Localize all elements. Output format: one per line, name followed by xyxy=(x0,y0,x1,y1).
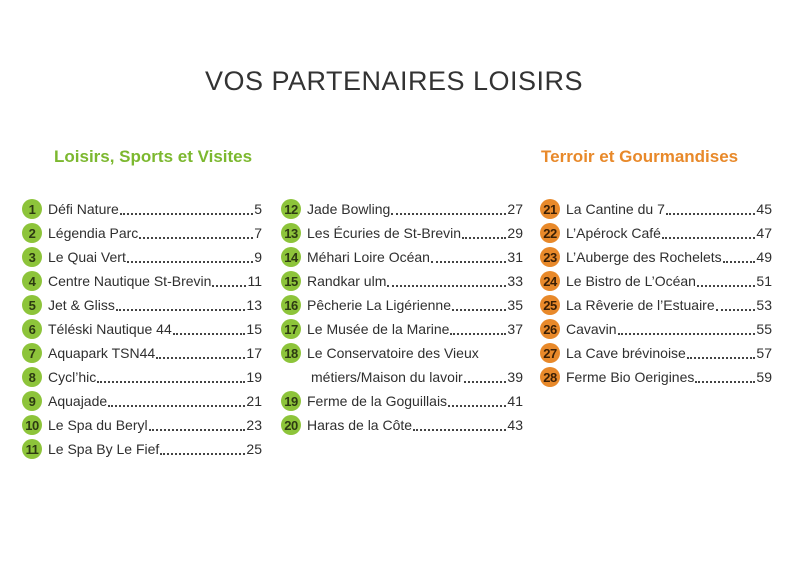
list-item xyxy=(22,269,262,293)
partner-name: Aquajade xyxy=(48,393,108,409)
partner-name: Centre Nautique St-Brevin xyxy=(48,273,212,289)
list-item xyxy=(281,269,523,293)
number-badge: 28 xyxy=(540,367,560,387)
partner-name: Légendia Parc xyxy=(48,225,139,241)
partner-name: Les Écuries de St-Brevin xyxy=(307,225,462,241)
page-number: 39 xyxy=(507,369,523,385)
dot-leader xyxy=(212,285,246,287)
partner-name: La Cave brévinoise xyxy=(566,345,686,361)
dot-leader xyxy=(450,333,506,335)
list-item xyxy=(281,341,523,365)
page-number: 5 xyxy=(254,201,262,217)
partner-name: Haras de la Côte xyxy=(307,417,413,433)
list-item xyxy=(540,221,772,245)
list-item xyxy=(22,293,262,317)
page-number: 21 xyxy=(246,393,262,409)
list-item xyxy=(22,437,262,461)
partner-list-column-2 xyxy=(281,197,523,437)
dot-leader xyxy=(127,261,253,263)
dot-leader xyxy=(687,357,756,359)
page-number: 55 xyxy=(756,321,772,337)
number-badge: 4 xyxy=(22,271,42,291)
page-number: 19 xyxy=(246,369,262,385)
number-badge: 21 xyxy=(540,199,560,219)
partner-name: L’Apérock Café xyxy=(566,225,661,241)
dot-leader xyxy=(723,261,756,263)
list-item xyxy=(540,365,772,389)
partner-name: Cycl’hic xyxy=(48,369,97,385)
dot-leader xyxy=(662,237,755,239)
number-badge: 10 xyxy=(22,415,42,435)
list-item xyxy=(22,317,262,341)
list-item xyxy=(22,365,262,389)
page-number: 53 xyxy=(756,297,772,313)
page-number: 7 xyxy=(254,225,262,241)
page-number: 11 xyxy=(247,273,262,289)
page-number: 9 xyxy=(254,249,262,265)
partner-name: Le Musée de la Marine xyxy=(307,321,450,337)
list-item xyxy=(540,341,772,365)
number-badge: 14 xyxy=(281,247,301,267)
page-number: 13 xyxy=(246,297,262,313)
category-heading-terroir: Terroir et Gourmandises xyxy=(541,147,739,166)
partner-name: Le Quai Vert xyxy=(48,249,126,265)
page-number: 43 xyxy=(507,417,523,433)
number-badge: 16 xyxy=(281,295,301,315)
list-item xyxy=(540,197,772,221)
page-number: 41 xyxy=(507,393,523,409)
number-badge: 5 xyxy=(22,295,42,315)
list-item xyxy=(22,389,262,413)
category-heading-loisirs: Loisirs, Sports et Visites xyxy=(54,147,253,166)
page-number: 47 xyxy=(756,225,772,241)
dot-leader xyxy=(464,381,507,383)
number-badge: 1 xyxy=(22,199,42,219)
list-item xyxy=(540,269,772,293)
dot-leader xyxy=(697,285,755,287)
dot-leader xyxy=(448,405,506,407)
dot-leader xyxy=(462,237,506,239)
dot-leader xyxy=(139,237,253,239)
page-number: 45 xyxy=(756,201,772,217)
list-item-continuation xyxy=(281,365,523,389)
page-number: 25 xyxy=(246,441,262,457)
list-item xyxy=(540,317,772,341)
dot-leader xyxy=(173,333,246,335)
list-item xyxy=(281,389,523,413)
page-number: 27 xyxy=(507,201,523,217)
dot-leader xyxy=(695,381,755,383)
dot-leader xyxy=(120,213,253,215)
page-number: 29 xyxy=(507,225,523,241)
list-item xyxy=(281,245,523,269)
list-item xyxy=(22,221,262,245)
list-item xyxy=(281,197,523,221)
dot-leader xyxy=(108,405,245,407)
number-badge: 13 xyxy=(281,223,301,243)
page-number: 33 xyxy=(507,273,523,289)
dot-leader xyxy=(149,429,246,431)
number-badge: 19 xyxy=(281,391,301,411)
partner-name-continued: métiers/Maison du lavoir xyxy=(311,369,463,385)
page-number: 37 xyxy=(507,321,523,337)
number-badge: 23 xyxy=(540,247,560,267)
dot-leader xyxy=(413,429,506,431)
page-number: 31 xyxy=(507,249,523,265)
partner-name: Le Bistro de L’Océan xyxy=(566,273,696,289)
partner-list-column-3 xyxy=(540,197,772,389)
number-badge: 26 xyxy=(540,319,560,339)
list-item xyxy=(22,245,262,269)
number-badge: 24 xyxy=(540,271,560,291)
number-badge: 2 xyxy=(22,223,42,243)
partner-name: Ferme de la Goguillais xyxy=(307,393,448,409)
partner-name: La Rêverie de l’Estuaire xyxy=(566,297,715,313)
number-badge: 17 xyxy=(281,319,301,339)
page-number: 49 xyxy=(756,249,772,265)
number-badge: 6 xyxy=(22,319,42,339)
partner-name: L’Auberge des Rochelets xyxy=(566,249,722,265)
partner-list-column-1 xyxy=(22,197,262,461)
partner-name: Randkar ulm xyxy=(307,273,387,289)
partner-name: Aquapark TSN44 xyxy=(48,345,156,361)
partner-name: Cavavin xyxy=(566,321,617,337)
page-number: 59 xyxy=(756,369,772,385)
number-badge: 27 xyxy=(540,343,560,363)
list-item xyxy=(281,293,523,317)
number-badge: 12 xyxy=(281,199,301,219)
list-item xyxy=(540,245,772,269)
partner-name: Pêcherie La Ligérienne xyxy=(307,297,451,313)
list-item xyxy=(281,221,523,245)
dot-leader xyxy=(97,381,245,383)
partner-name: Jet & Gliss xyxy=(48,297,115,313)
number-badge: 22 xyxy=(540,223,560,243)
dot-leader xyxy=(666,213,756,215)
dot-leader xyxy=(160,453,245,455)
partner-name: Méhari Loire Océan xyxy=(307,249,430,265)
partner-name: La Cantine du 7 xyxy=(566,201,665,217)
page-number: 15 xyxy=(246,321,262,337)
partner-name: Défi Nature xyxy=(48,201,119,217)
list-item xyxy=(22,413,262,437)
list-item xyxy=(281,317,523,341)
partner-name: Ferme Bio Oerigines xyxy=(566,369,695,385)
list-item xyxy=(281,413,523,437)
partner-name: Le Conservatoire des Vieux xyxy=(307,345,479,361)
dot-leader xyxy=(116,309,246,311)
dot-leader xyxy=(618,333,756,335)
dot-leader xyxy=(716,309,756,311)
dot-leader xyxy=(156,357,245,359)
page-number: 23 xyxy=(246,417,262,433)
number-badge: 9 xyxy=(22,391,42,411)
page-number: 51 xyxy=(756,273,772,289)
list-item xyxy=(22,197,262,221)
number-badge: 15 xyxy=(281,271,301,291)
number-badge: 7 xyxy=(22,343,42,363)
dot-leader xyxy=(387,285,506,287)
list-item xyxy=(22,341,262,365)
dot-leader xyxy=(391,213,506,215)
number-badge: 25 xyxy=(540,295,560,315)
dot-leader xyxy=(431,261,506,263)
dot-leader xyxy=(452,309,506,311)
number-badge: 3 xyxy=(22,247,42,267)
partner-name: Le Spa By Le Fief xyxy=(48,441,160,457)
page-number: 35 xyxy=(507,297,523,313)
page-number: 57 xyxy=(756,345,772,361)
partner-name: Le Spa du Beryl xyxy=(48,417,148,433)
partner-name: Jade Bowling xyxy=(307,201,391,217)
number-badge: 20 xyxy=(281,415,301,435)
list-item xyxy=(540,293,772,317)
page-title: VOS PARTENAIRES LOISIRS xyxy=(204,66,584,96)
number-badge: 8 xyxy=(22,367,42,387)
partner-name: Téléski Nautique 44 xyxy=(48,321,172,337)
number-badge: 11 xyxy=(22,439,42,459)
number-badge: 18 xyxy=(281,343,301,363)
page-number: 17 xyxy=(246,345,262,361)
